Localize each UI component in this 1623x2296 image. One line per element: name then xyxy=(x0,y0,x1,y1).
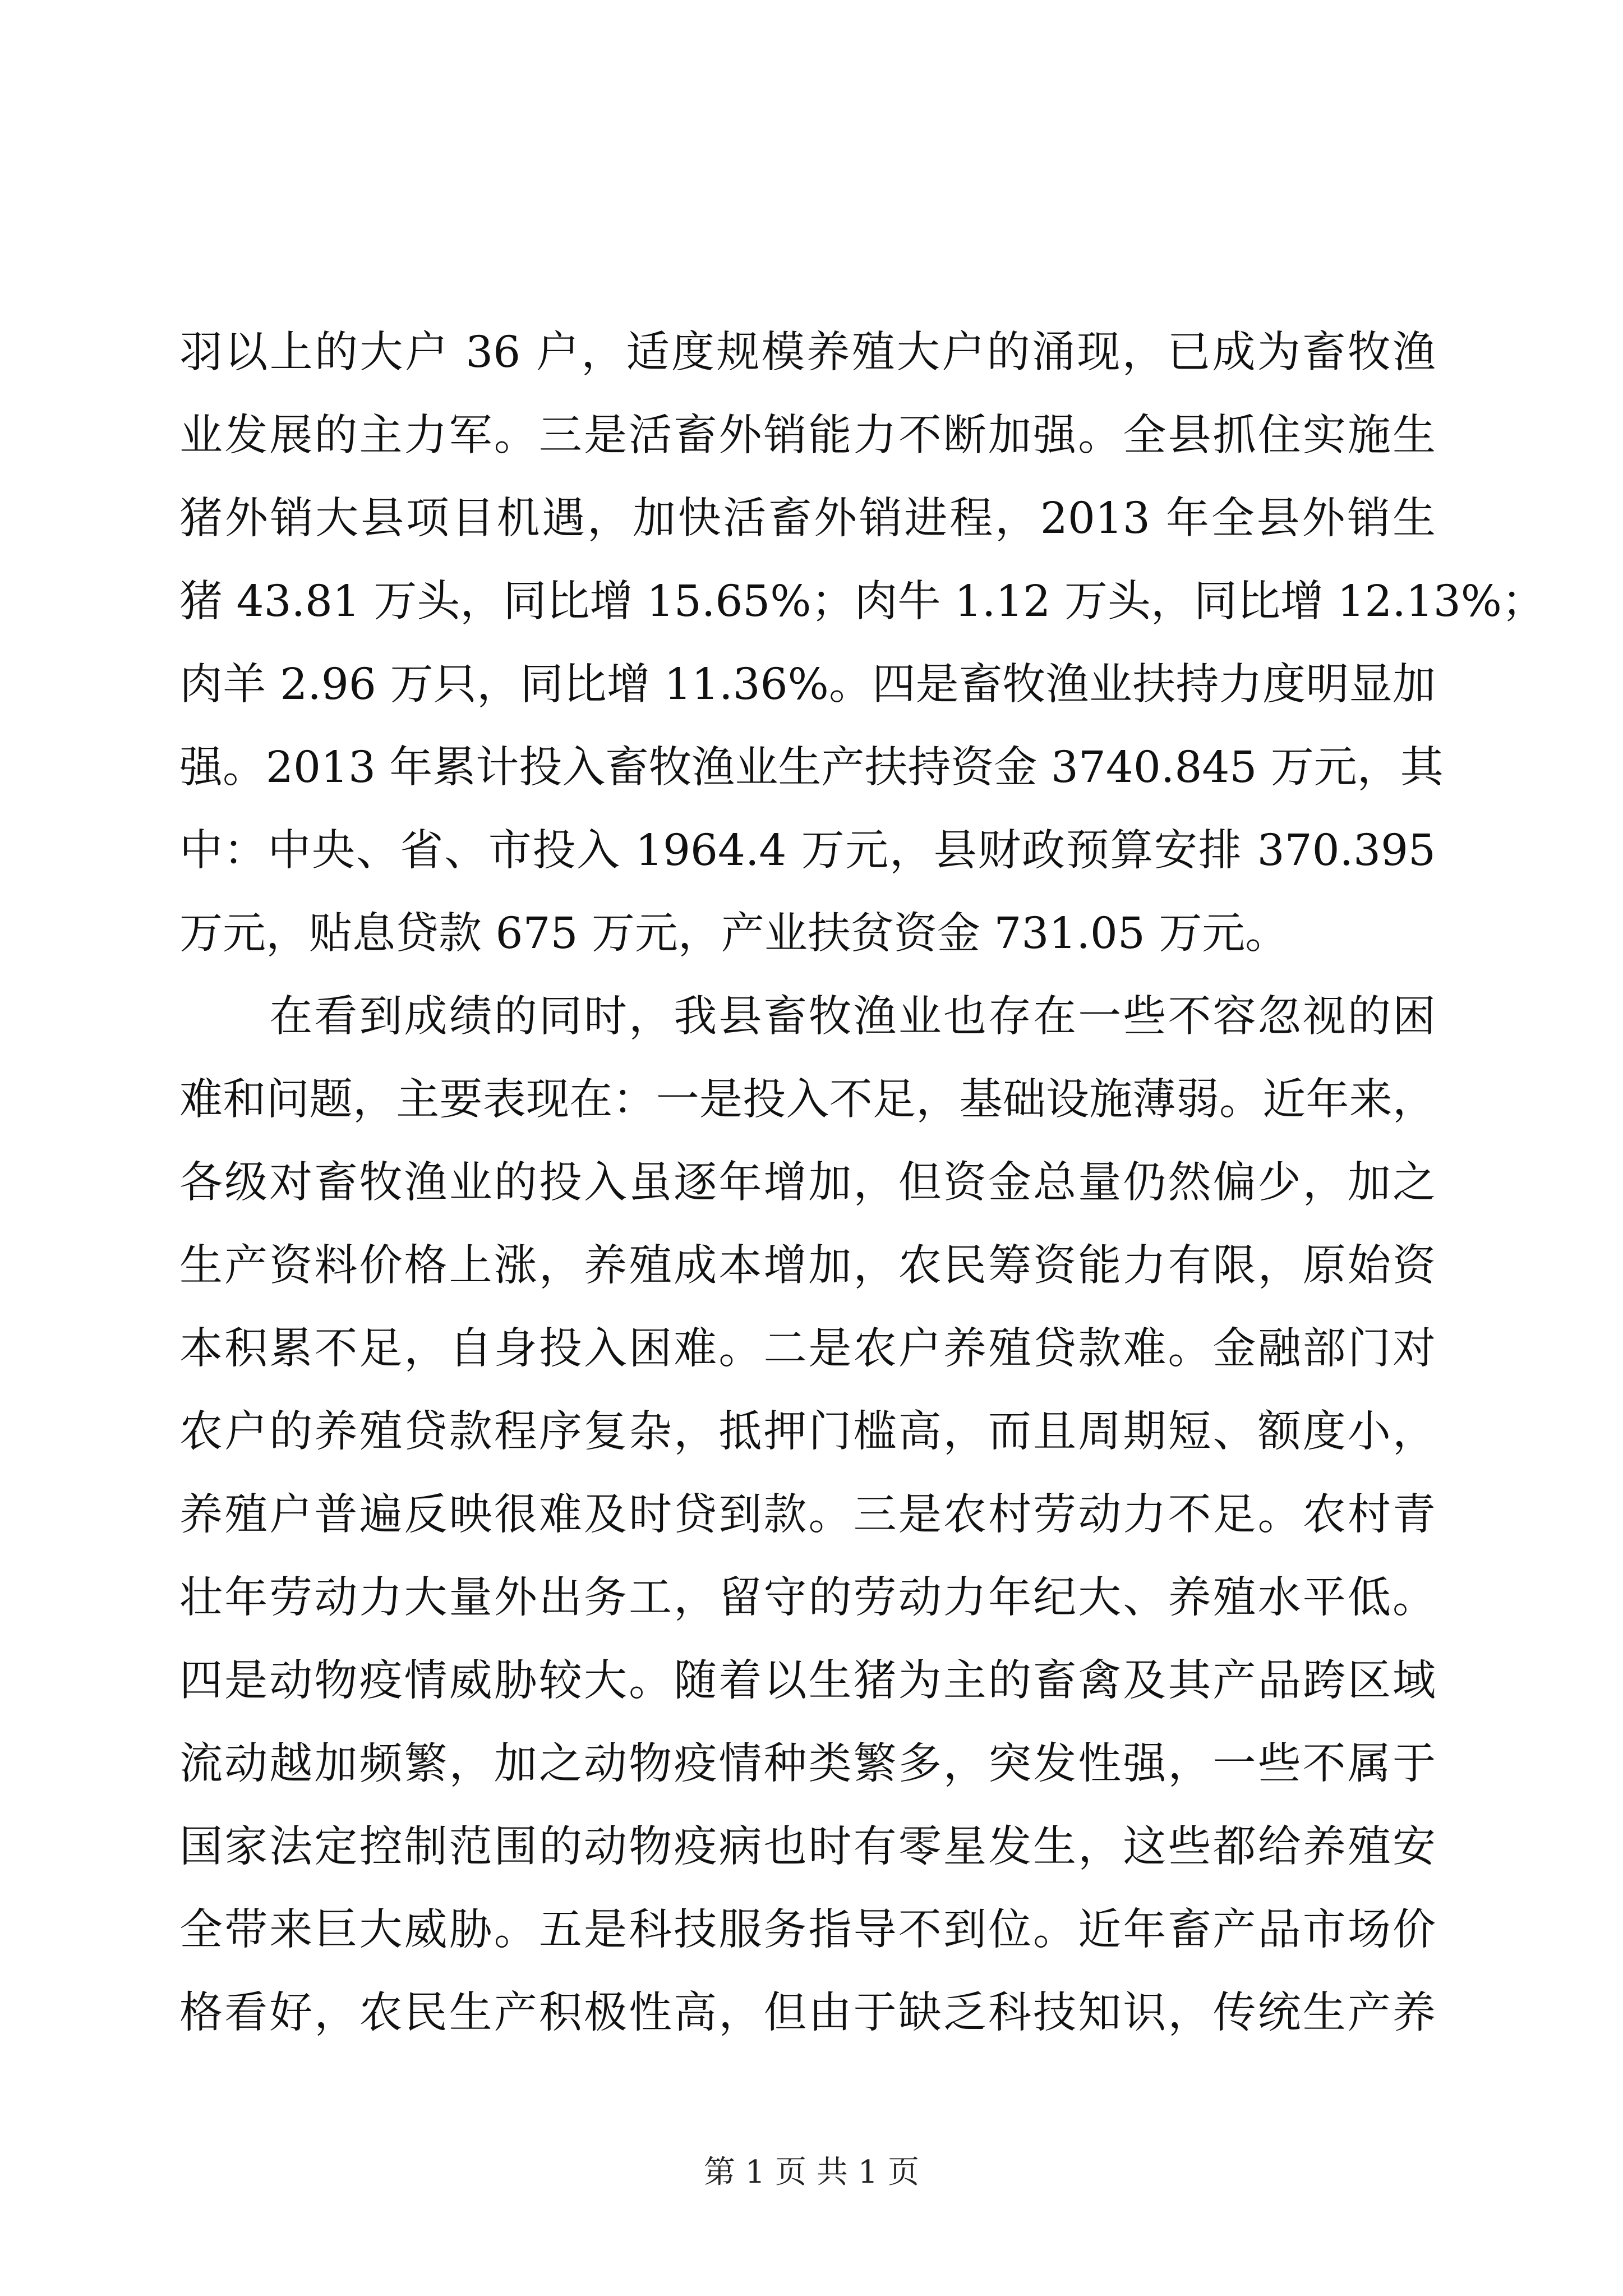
text-line: 国家法定控制范围的动物疫病也时有零星发生，这些都给养殖安 xyxy=(179,1822,1436,1872)
text-line: 壮年劳动力大量外出务工，留守的劳动力年纪大、养殖水平低。 xyxy=(179,1573,1436,1623)
body-text xyxy=(179,311,1545,2055)
text-line: 养殖户普遍反映很难及时贷到款。三是农村劳动力不足。农村青 xyxy=(179,1490,1436,1540)
text-line: 各级对畜牧渔业的投入虽逐年增加，但资金总量仍然偏少，加之 xyxy=(179,1158,1436,1208)
page-footer: 第 1 页 共 1 页 xyxy=(703,2154,920,2191)
text-line: 万元，贴息贷款 675 万元，产业扶贫资金 731.05 万元。 xyxy=(179,909,1289,959)
text-line: 本积累不足，自身投入困难。二是农户养殖贷款难。金融部门对 xyxy=(179,1324,1436,1374)
text-line: 难和问题，主要表现在：一是投入不足，基础设施薄弱。近年来， xyxy=(179,1075,1436,1125)
text-line: 猪 43.81 万头，同比增 15.65%；肉牛 1.12 万头，同比增 12.13%； xyxy=(179,577,1545,627)
text-line: 四是动物疫情威胁较大。随着以生猪为主的畜禽及其产品跨区域 xyxy=(179,1656,1436,1706)
text-line: 在看到成绩的同时，我县畜牧渔业也存在一些不容忽视的困 xyxy=(179,992,1436,1042)
text-line: 中：中央、省、市投入 1964.4 万元，县财政预算安排 370.395 xyxy=(179,826,1436,876)
text-line: 羽以上的大户 36 户，适度规模养殖大户的涌现，已成为畜牧渔 xyxy=(179,328,1436,378)
text-line: 肉羊 2.96 万只，同比增 11.36%。四是畜牧渔业扶持力度明显加 xyxy=(179,660,1436,710)
text-line: 格看好，农民生产积极性高，但由于缺乏科技知识，传统生产养 xyxy=(179,1988,1436,2038)
text-line: 业发展的主力军。三是活畜外销能力不断加强。全县抓住实施生 xyxy=(179,411,1436,461)
text-line: 猪外销大县项目机遇，加快活畜外销进程，2013 年全县外销生 xyxy=(179,494,1436,544)
text-line: 强。2013 年累计投入畜牧渔业生产扶持资金 3740.845 万元，其 xyxy=(179,743,1444,793)
text-line: 农户的养殖贷款程序复杂，抵押门槛高，而且周期短、额度小， xyxy=(179,1407,1436,1457)
text-line: 全带来巨大威胁。五是科技服务指导不到位。近年畜产品市场价 xyxy=(179,1905,1436,1955)
text-line: 生产资料价格上涨，养殖成本增加，农民筹资能力有限，原始资 xyxy=(179,1241,1436,1291)
text-line: 流动越加频繁，加之动物疫情种类繁多，突发性强，一些不属于 xyxy=(179,1739,1436,1789)
